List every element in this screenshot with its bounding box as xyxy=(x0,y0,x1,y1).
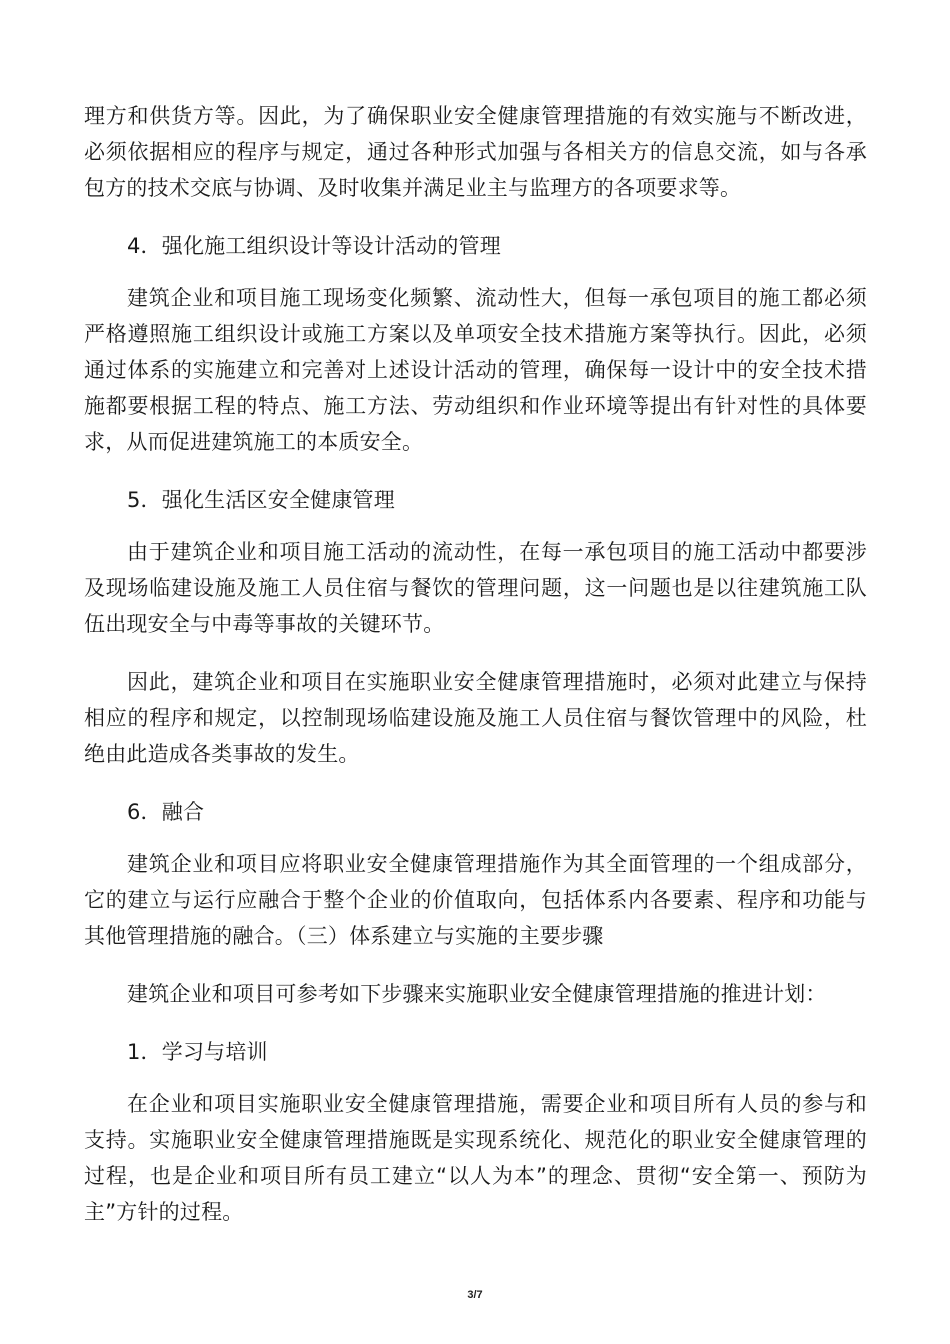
paragraph: 在企业和项目实施职业安全健康管理措施，需要企业和项目所有人员的参与和支持。实施职业安全健康管理措施既是实现系统化、规范化的职业安全健康管理的过程，也是企业和项目所有员工建立“以人为本”的理念、贯彻“安全第一、预防为主”方针的过程。 xyxy=(84,1092,867,1224)
paragraph: 由于建筑企业和项目施工活动的流动性，在每一承包项目的施工活动中都要涉及现场临建设施及施工人员住宿与餐饮的管理问题，这一问题也是以往建筑施工队伍出现安全与中毒等事故的关键环节。 xyxy=(84,540,867,636)
section-heading-6: 6．融合 xyxy=(127,800,205,824)
section-heading-5: 5．强化生活区安全健康管理 xyxy=(127,488,395,512)
page-number: 3/7 xyxy=(467,1289,483,1301)
paragraph: 建筑企业和项目施工现场变化频繁、流动性大，但每一承包项目的施工都必须严格遵照施工组织设计或施工方案以及单项安全技术措施方案等执行。因此，必须通过体系的实施建立和完善对上述设计活动的管理，确保每一设计中的安全技术措施都要根据工程的特点、施工方法、劳动组织和作业环境等提出有针对性的具体要求，从而促进建筑施工的本质安全。 xyxy=(84,286,867,454)
paragraph: 建筑企业和项目应将职业安全健康管理措施作为其全面管理的一个组成部分，它的建立与运行应融合于整个企业的价值取向，包括体系内各要素、程序和功能与其他管理措施的融合。（三）体系建立与实施的主要步骤 xyxy=(84,852,867,948)
document-body xyxy=(84,98,867,1252)
paragraph: 因此，建筑企业和项目在实施职业安全健康管理措施时，必须对此建立与保持相应的程序和规定，以控制现场临建设施及施工人员住宿与餐饮管理中的风险，杜绝由此造成各类事故的发生。 xyxy=(84,670,867,766)
paragraph: 建筑企业和项目可参考如下步骤来实施职业安全健康管理措施的推进计划： xyxy=(127,982,827,1006)
section-heading-4: 4．强化施工组织设计等设计活动的管理 xyxy=(127,234,501,258)
paragraph-continuation: 理方和供货方等。因此，为了确保职业安全健康管理措施的有效实施与不断改进，必须依据相应的程序与规定，通过各种形式加强与各相关方的信息交流，如与各承包方的技术交底与协调、及时收集并满足业主与监理方的各项要求等。 xyxy=(84,104,867,200)
section-heading-1: 1．学习与培训 xyxy=(127,1040,268,1064)
